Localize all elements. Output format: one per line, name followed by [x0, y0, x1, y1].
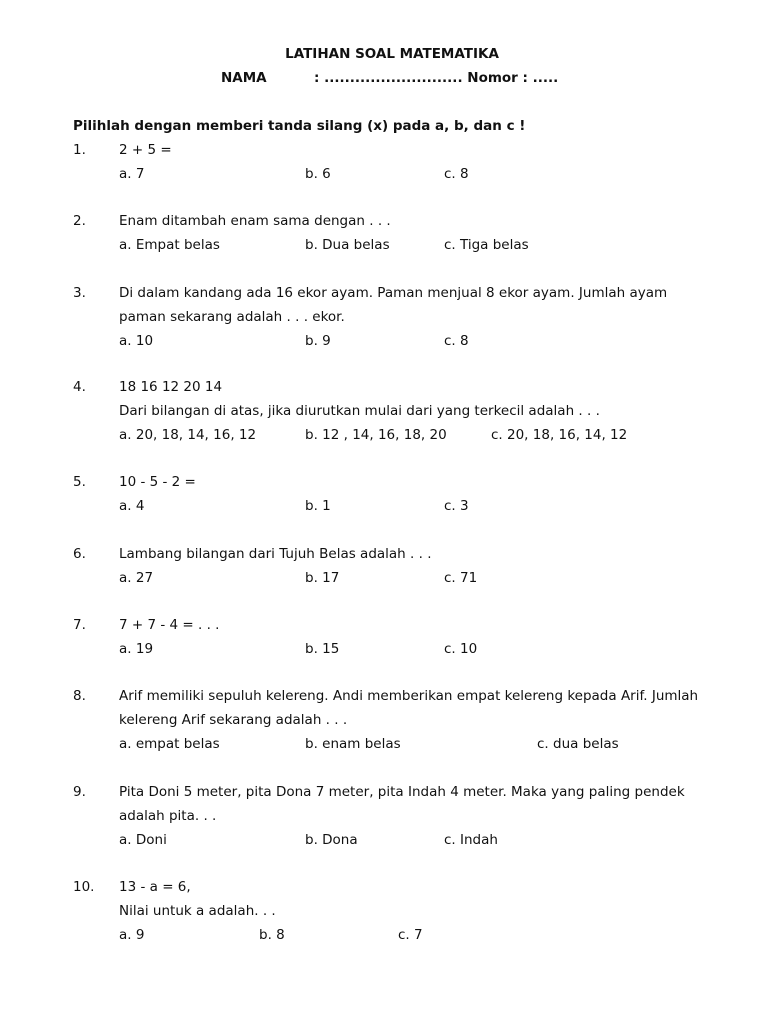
question-text: Dari bilangan di atas, jika diurutkan mulai dari yang terkecil adalah . . . [119, 403, 600, 419]
question-text: 10 - 5 - 2 = [119, 474, 196, 490]
option-b[interactable]: b. enam belas [305, 736, 401, 752]
option-c[interactable]: c. Indah [444, 832, 498, 848]
question-line [73, 877, 753, 901]
option-c[interactable]: c. 8 [444, 166, 469, 182]
instruction-text: Pilihlah dengan memberi tanda silang (x) pada a, b, dan c ! [73, 118, 526, 134]
option-b[interactable]: b. 15 [305, 641, 340, 657]
question-9 [73, 782, 753, 854]
question-line [73, 377, 753, 401]
question-number: 2. [73, 213, 86, 229]
question-line [73, 544, 753, 568]
question-text: 7 + 7 - 4 = . . . [119, 617, 220, 633]
options-row [73, 925, 753, 949]
option-b[interactable]: b. 6 [305, 166, 331, 182]
option-c[interactable]: c. Tiga belas [444, 237, 529, 253]
question-7 [73, 615, 753, 663]
question-number: 10. [73, 879, 95, 895]
option-b[interactable]: b. Dona [305, 832, 358, 848]
question-line [73, 806, 753, 830]
question-line [73, 710, 753, 734]
options-row [73, 830, 753, 854]
name-row [221, 70, 558, 86]
question-1 [73, 140, 753, 188]
question-line [73, 472, 753, 496]
option-b[interactable]: b. 12 , 14, 16, 18, 20 [305, 427, 447, 443]
options-row [73, 425, 753, 449]
question-text: Pita Doni 5 meter, pita Dona 7 meter, pita Indah 4 meter. Maka yang paling pendek [119, 784, 685, 800]
question-text: kelereng Arif sekarang adalah . . . [119, 712, 348, 728]
question-text: Lambang bilangan dari Tujuh Belas adalah . . . [119, 546, 432, 562]
option-a[interactable]: a. 9 [119, 927, 145, 943]
question-line [73, 307, 753, 331]
option-a[interactable]: a. 10 [119, 333, 154, 349]
question-text: Nilai untuk a adalah. . . [119, 903, 276, 919]
question-10 [73, 877, 753, 949]
question-number: 1. [73, 142, 86, 158]
question-number: 6. [73, 546, 86, 562]
options-row [73, 639, 753, 663]
question-2 [73, 211, 753, 259]
question-line [73, 686, 753, 710]
option-a[interactable]: a. Doni [119, 832, 167, 848]
option-a[interactable]: a. 7 [119, 166, 145, 182]
option-c[interactable]: c. 10 [444, 641, 478, 657]
name-number-field: : ........................... Nomor : ..... [314, 70, 559, 86]
option-b[interactable]: b. 1 [305, 498, 331, 514]
options-row [73, 235, 753, 259]
question-text: 13 - a = 6, [119, 879, 191, 895]
question-line [73, 140, 753, 164]
name-label: NAMA [221, 70, 267, 86]
question-text: 18 16 12 20 14 [119, 379, 223, 395]
question-text: adalah pita. . . [119, 808, 217, 824]
question-text: Arif memiliki sepuluh kelereng. Andi memberikan empat kelereng kepada Arif. Jumlah [119, 688, 699, 704]
question-line [73, 782, 753, 806]
options-row [73, 331, 753, 355]
question-text: paman sekarang adalah . . . ekor. [119, 309, 345, 325]
question-8 [73, 686, 753, 758]
option-a[interactable]: a. 27 [119, 570, 154, 586]
option-a[interactable]: a. Empat belas [119, 237, 220, 253]
question-number: 9. [73, 784, 86, 800]
question-5 [73, 472, 753, 520]
option-c[interactable]: c. 7 [398, 927, 423, 943]
question-3 [73, 283, 753, 355]
option-b[interactable]: b. 8 [259, 927, 285, 943]
question-number: 3. [73, 285, 86, 301]
question-number: 8. [73, 688, 86, 704]
question-line [73, 401, 753, 425]
option-a[interactable]: a. 20, 18, 14, 16, 12 [119, 427, 257, 443]
option-c[interactable]: c. 8 [444, 333, 469, 349]
question-4 [73, 377, 753, 449]
option-b[interactable]: b. 9 [305, 333, 331, 349]
question-number: 7. [73, 617, 86, 633]
options-row [73, 734, 753, 758]
options-row [73, 164, 753, 188]
question-line [73, 211, 753, 235]
question-number: 5. [73, 474, 86, 490]
option-b[interactable]: b. Dua belas [305, 237, 390, 253]
options-row [73, 568, 753, 592]
question-text: Enam ditambah enam sama dengan . . . [119, 213, 391, 229]
option-a[interactable]: a. empat belas [119, 736, 220, 752]
question-text: 2 + 5 = [119, 142, 172, 158]
option-c[interactable]: c. 71 [444, 570, 478, 586]
option-b[interactable]: b. 17 [305, 570, 340, 586]
option-c[interactable]: c. 20, 18, 16, 14, 12 [491, 427, 628, 443]
option-c[interactable]: c. dua belas [537, 736, 619, 752]
option-a[interactable]: a. 19 [119, 641, 154, 657]
question-line [73, 283, 753, 307]
question-line [73, 615, 753, 639]
worksheet-title: LATIHAN SOAL MATEMATIKA [285, 46, 499, 62]
question-number: 4. [73, 379, 86, 395]
options-row [73, 496, 753, 520]
option-a[interactable]: a. 4 [119, 498, 145, 514]
option-c[interactable]: c. 3 [444, 498, 469, 514]
question-line [73, 901, 753, 925]
question-6 [73, 544, 753, 592]
question-text: Di dalam kandang ada 16 ekor ayam. Paman menjual 8 ekor ayam. Jumlah ayam [119, 285, 668, 301]
